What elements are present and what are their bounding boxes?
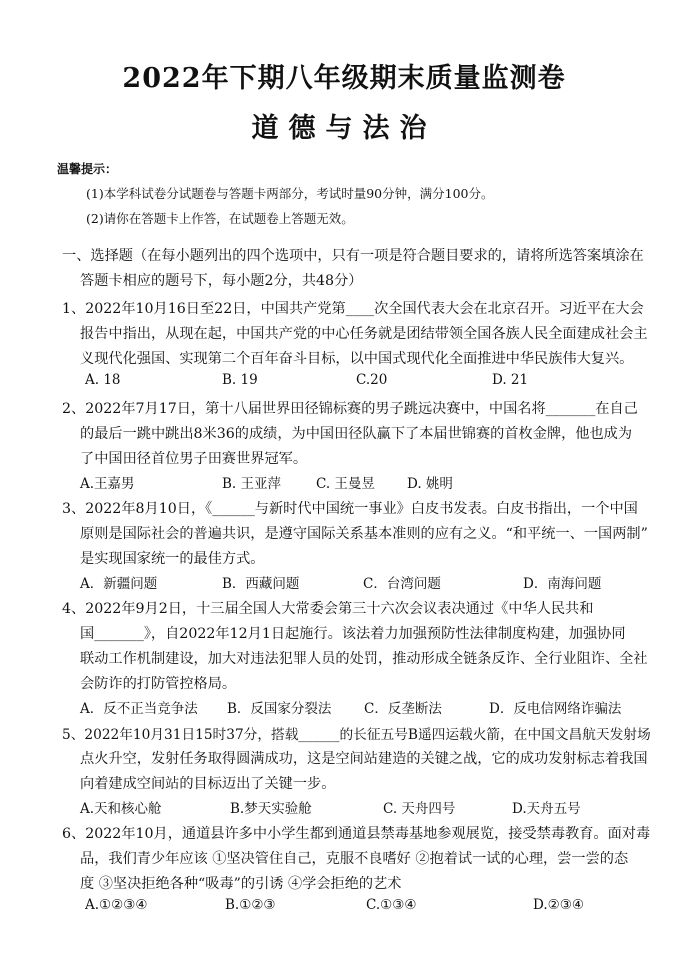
option-b: B．西藏问题 [222, 576, 300, 592]
question-line: 6、2022年10月，通道县许多中小学生都到通道县禁毒基地参观展览，接受禁毒教育。面对毒 [62, 826, 651, 842]
question-line: 会防诈的打防管控格局。 [80, 676, 237, 692]
option-d: D．南海问题 [523, 576, 602, 592]
question-options [80, 897, 640, 919]
question-line: 4、2022年9月2日，十三届全国人大常委会第三十六次会议表决通过《中华人民共和 [62, 601, 594, 617]
question-line: 是实现国家统一的最佳方式。 [80, 551, 265, 567]
question-line: 1、2022年10月16日至22日，中国共产党第____次全国代表大会在北京召开。习近平在大会 [62, 301, 644, 317]
option-b: B.梦天实验舱 [230, 801, 312, 817]
option-b: B.①②③ [225, 897, 276, 913]
question-line: 报告中指出，从现在起，中国共产党的中心任务就是团结带领全国各族人民全面建成社会主 [80, 326, 648, 342]
question-line: 国_______》，自2022年12月1日起施行。该法着力加强预防性法律制度构建，加强协同 [80, 626, 626, 642]
option-d: D.天舟五号 [512, 801, 581, 817]
section-heading-cont: 答题卡相应的题号下，每小题2分，共48分） [80, 273, 363, 289]
exam-title: 2022年下期八年级期末质量监测卷 [122, 63, 566, 94]
section-heading: 一、选择题（在每小题列出的四个选项中，只有一项是符合题目要求的，请将所选答案填涂在 [62, 248, 644, 264]
tips-heading: 温馨提示： [57, 162, 118, 176]
option-d: D. 姚明 [407, 476, 453, 492]
option-a: A.天和核心舱 [80, 801, 162, 817]
option-b: B. 王亚萍 [222, 476, 282, 492]
option-d: D. 21 [492, 372, 529, 388]
question-options [80, 472, 640, 494]
question-line: 原则是国际社会的普遍共识，是遵守国际关系基本准则的应有之义。“和平统一、一国两制” [80, 526, 648, 542]
question-line: 向着建成空间站的目标迈出了关键一步。 [80, 776, 336, 792]
question-line: 度 ③坚决拒绝各种“吸毒”的引诱 ④学会拒绝的艺术 [80, 876, 402, 892]
question-line: 的最后一跳中跳出8米36的成绩，为中国田径队赢下了本届世锦赛的首枚金牌，他也成为 [80, 426, 633, 442]
question-options [80, 797, 640, 819]
question-line: 点火升空，发射任务取得圆满成功，这是空间站建造的关键之战，它的成功发射标志着我国 [80, 751, 648, 767]
option-c: C．台湾问题 [363, 576, 441, 592]
question-options [80, 372, 640, 394]
option-a: A.①②③④ [85, 897, 148, 913]
question-line: 义现代化强国、实现第二个百年奋斗目标，以中国式现代化全面推进中华民族伟大复兴。 [80, 351, 634, 367]
tip-item: (2)请你在答题卡上作答，在试题卷上答题无效。 [86, 211, 354, 226]
option-a: A.王嘉男 [80, 476, 135, 492]
subject-title: 道德与法治 [251, 113, 437, 144]
option-a: A．新疆问题 [80, 576, 158, 592]
option-c: C.20 [356, 372, 388, 388]
question-line: 联动工作机制建设，加大对违法犯罪人员的处罚，推动形成全链条反诈、全行业阻诈、全社 [80, 651, 648, 667]
option-b: B. 19 [222, 372, 258, 388]
question-options [80, 572, 640, 594]
option-a: A. 18 [85, 372, 121, 388]
option-d: D．反电信网络诈骗法 [489, 701, 622, 717]
question-line: 了中国田径首位男子田赛世界冠军。 [80, 451, 308, 467]
option-c: C．反垄断法 [364, 701, 442, 717]
question-line: 5、2022年10月31日15时37分，搭载______的长征五号B遥四运载火箭，在中国文昌航天发射场 [62, 727, 651, 743]
option-b: B．反国家分裂法 [227, 701, 332, 717]
option-c: C. 王曼昱 [316, 476, 375, 492]
option-c: C. 天舟四号 [383, 801, 456, 817]
tip-item: (1)本学科试卷分试题卷与答题卡两部分，考试时量90分钟，满分100分。 [86, 186, 494, 201]
option-a: A．反不正当竞争法 [80, 701, 198, 717]
option-d: D.②③④ [533, 897, 584, 913]
question-line: 3、2022年8月10日，《______与新时代中国统一事业》白皮书发表。白皮书指出，一个中国 [62, 501, 638, 517]
option-c: C.①③④ [366, 897, 417, 913]
question-line: 2、2022年7月17日，第十八届世界田径锦标赛的男子跳远决赛中，中国名将_______在自己 [62, 401, 638, 417]
question-options [80, 697, 640, 719]
question-line: 品，我们青少年应该 ①坚决管住自己，克服不良嗜好 ②抱着试一试的心理，尝一尝的态 [80, 851, 629, 867]
